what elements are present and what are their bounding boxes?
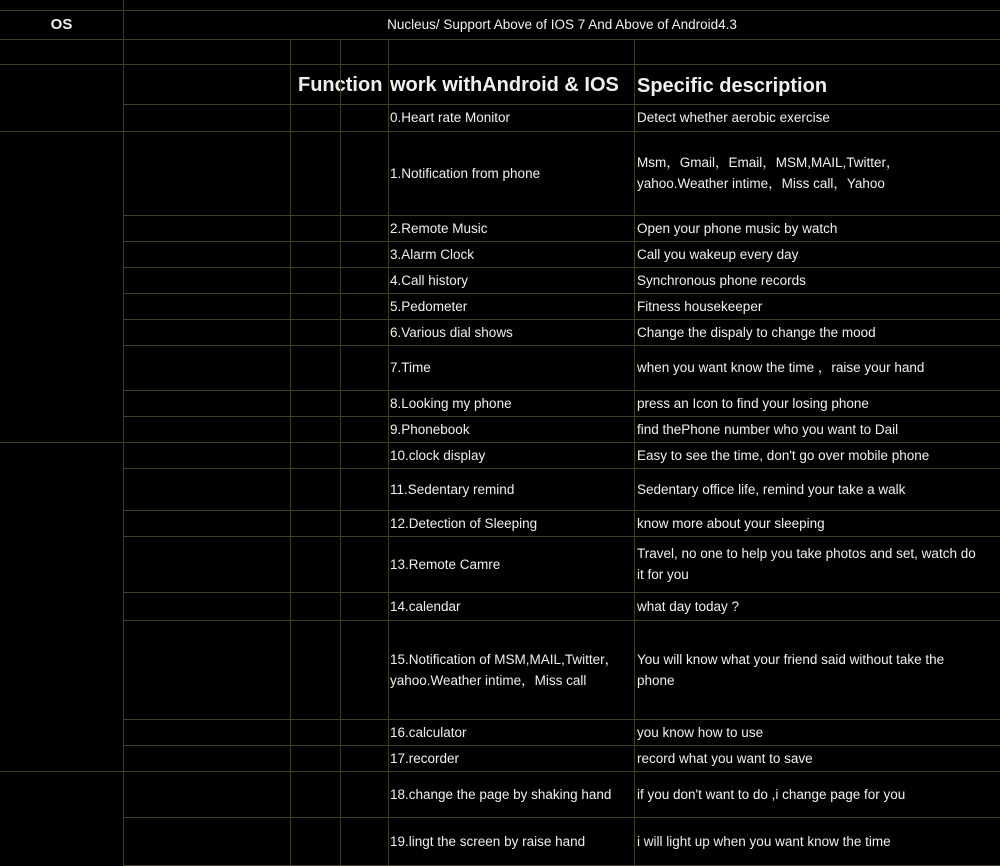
description-cell: Fitness housekeeper: [637, 298, 763, 314]
grid-hline: [123, 241, 1000, 242]
grid-vline: [340, 39, 341, 865]
grid-hline: [0, 442, 1000, 443]
function-cell: 13.Remote Camre: [390, 556, 501, 572]
function-cell: 2.Remote Music: [390, 220, 488, 236]
function-cell: 16.calculator: [390, 724, 467, 740]
function-cell: 1.Notification from phone: [390, 165, 541, 181]
function-cell: 12.Detection of Sleeping: [390, 515, 538, 531]
grid-hline: [0, 771, 1000, 772]
description-cell: Msm，Gmail，Email，MSM,MAIL,Twitter，yahoo.Weather intime，Miss call，Yahoo: [637, 155, 900, 191]
description-cell: if you don't want to do ,i change page for you: [637, 786, 906, 802]
grid-hline: [123, 510, 1000, 511]
function-cell: 8.Looking my phone: [390, 395, 512, 411]
function-cell: 15.Notification of MSM,MAIL,Twitter，yahoo.Weather intime，Miss call: [390, 651, 619, 688]
description-cell: Sedentary office life, remind your take a walk: [637, 481, 906, 497]
grid-vline: [123, 0, 124, 865]
grid-hline: [123, 416, 1000, 417]
grid-hline: [123, 293, 1000, 294]
grid-hline: [123, 390, 1000, 391]
grid-hline: [123, 215, 1000, 216]
description-cell: i will light up when you want know the time: [637, 833, 891, 849]
grid-hline: [0, 64, 1000, 65]
function-cell: 14.calendar: [390, 598, 461, 614]
function-cell: 17.recorder: [390, 750, 460, 766]
function-cell: 3.Alarm Clock: [390, 246, 475, 262]
grid-hline: [0, 39, 1000, 40]
grid-hline: [123, 536, 1000, 537]
description-cell: find thePhone number who you want to Dail: [637, 421, 899, 437]
description-cell: You will know what your friend said without take the phone: [637, 651, 945, 688]
grid-hline: [0, 131, 1000, 132]
description-cell: Open your phone music by watch: [637, 220, 838, 236]
function-cell: 6.Various dial shows: [390, 324, 513, 340]
grid-hline: [0, 10, 1000, 11]
description-cell: what day today ?: [637, 598, 740, 614]
header-specific-description: Specific description: [637, 74, 828, 97]
header-function: Function: [298, 73, 383, 96]
description-cell: you know how to use: [637, 724, 764, 740]
grid-hline: [123, 620, 1000, 621]
grid-hline: [123, 345, 1000, 346]
description-cell: record what you want to save: [637, 750, 813, 766]
function-cell: 10.clock display: [390, 447, 486, 463]
os-support-value: Nucleus/ Support Above of IOS 7 And Above of Android4.3: [387, 16, 737, 32]
grid-hline: [123, 104, 1000, 105]
description-cell: Change the dispaly to change the mood: [637, 324, 876, 340]
function-cell: 9.Phonebook: [390, 421, 470, 437]
grid-hline: [123, 592, 1000, 593]
grid-hline: [123, 745, 1000, 746]
grid-vline: [634, 39, 635, 865]
os-label: OS: [50, 15, 73, 33]
grid-hline: [123, 267, 1000, 268]
description-cell: Easy to see the time, don't go over mobile phone: [637, 447, 930, 463]
description-cell: Call you wakeup every day: [637, 246, 799, 262]
description-cell: know more about your sleeping: [637, 515, 825, 531]
function-cell: 11.Sedentary remind: [390, 481, 515, 497]
grid-hline: [123, 468, 1000, 469]
description-cell: when you want know the time ，raise your hand: [637, 360, 925, 375]
function-cell: 4.Call history: [390, 272, 469, 288]
function-cell: 7.Time: [390, 360, 431, 375]
grid-vline: [290, 39, 291, 865]
grid-vline: [388, 39, 389, 865]
grid-hline: [123, 719, 1000, 720]
description-cell: Synchronous phone records: [637, 272, 806, 288]
function-cell: 18.change the page by shaking hand: [390, 786, 612, 802]
header-work-with: work withAndroid & IOS: [390, 73, 619, 96]
description-cell: Travel, no one to help you take photos and set, watch do it for you: [637, 546, 976, 582]
function-cell: 5.Pedometer: [390, 298, 468, 314]
function-cell: 0.Heart rate Monitor: [390, 110, 511, 125]
grid-hline: [123, 319, 1000, 320]
function-cell: 19.lingt the screen by raise hand: [390, 833, 586, 849]
description-cell: Detect whether aerobic exercise: [637, 110, 830, 125]
grid-hline: [123, 817, 1000, 818]
description-cell: press an Icon to find your losing phone: [637, 395, 869, 411]
